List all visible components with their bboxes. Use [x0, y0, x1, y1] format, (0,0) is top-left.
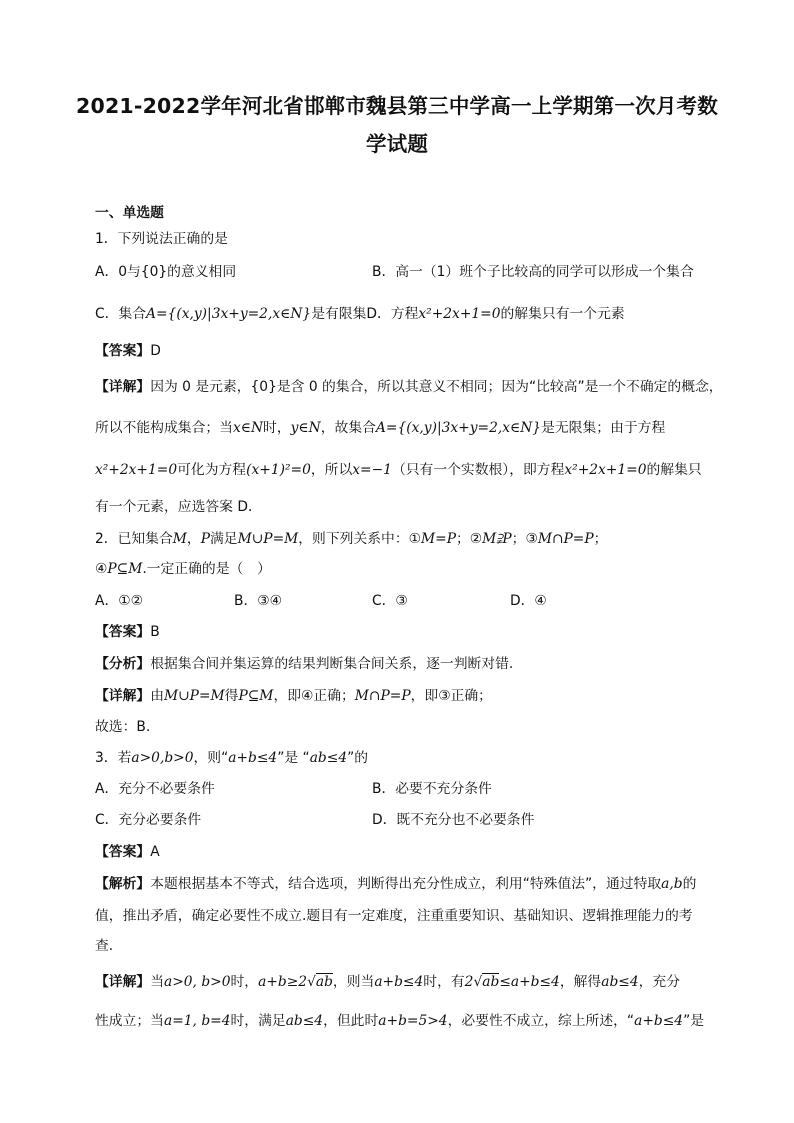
text: ，则下列关系中：①	[298, 531, 422, 547]
text: ，解得	[559, 974, 602, 990]
q1-options-cd	[95, 304, 625, 324]
title-line-2: 学试题	[365, 132, 429, 156]
q1-option-a: A．0与{0}的意义相同	[95, 264, 237, 280]
sqrt-ab: √ab	[307, 974, 333, 990]
text: 根据集合间并集运算的结果判断集合间关系，逐一判断对错.	[150, 656, 514, 672]
text: （只有一个实数根），即方程	[391, 462, 565, 478]
q2-option-d: D．④	[510, 593, 547, 609]
q3-option-c: C．充分必要条件	[95, 812, 202, 828]
text: 所以不能构成集合；当	[95, 420, 233, 436]
q2-answer	[95, 622, 160, 642]
text: 可化为方程	[177, 462, 247, 478]
text: ，但此时	[323, 1013, 379, 1029]
q3-option-a: A．充分不必要条件	[95, 781, 215, 797]
q3-analysis-line-1	[95, 874, 696, 894]
q1-detail-line-4: 有一个元素，应选答案 D．	[95, 499, 262, 515]
text: ，	[186, 531, 201, 547]
text: 是无限集；由于方程	[541, 420, 666, 436]
q1-stem: 1．下列说法正确的是	[95, 231, 228, 247]
math: a+b≤4	[228, 750, 278, 766]
math: a>0, b>0	[163, 974, 231, 990]
math: M∪P=M	[163, 688, 225, 704]
text: 由	[150, 688, 164, 704]
q1-detail-line-3	[95, 460, 702, 480]
q1-option-b: B．高一（1）班个子比较高的同学可以形成一个集合	[372, 264, 694, 280]
text: 本题根据基本不等式，结合选项，判断得出充分性成立，利用“特殊值法”，通过特取	[150, 876, 662, 892]
text: 的	[682, 876, 697, 892]
math: a+b≥2	[258, 974, 308, 990]
text: ，所以	[310, 462, 353, 478]
text: ，充分	[638, 974, 681, 990]
q3-analysis-line-2: 值，推出矛盾，确定必要性不成立.题目有一定难度，注重重要知识、基础知识、逻辑推理能力的考	[95, 908, 693, 924]
q3-option-b: B．必要不充分条件	[372, 781, 492, 797]
text: 3．若	[95, 750, 132, 766]
q1-detail-line-1	[95, 377, 723, 397]
q1-detail-line-2	[95, 418, 665, 438]
detail-tag: 【详解】	[95, 974, 151, 990]
text: ，故集合	[320, 420, 376, 436]
q1-option-c-set: A={(x,y)|3x+y=2,x∈N}	[146, 306, 312, 322]
answer-tag: 【答案】	[95, 624, 151, 640]
text: ”的	[347, 750, 369, 766]
q2-stem-line-2	[95, 559, 271, 579]
math: M∩P=P	[354, 688, 411, 704]
detail-tag: 【详解】	[95, 379, 151, 395]
text: 满足	[210, 531, 238, 547]
q1-option-c-text: 是有限集	[311, 306, 367, 322]
q3-option-d: D．既不充分也不必要条件	[372, 812, 535, 828]
q2-conclusion: 故选：B.	[95, 719, 151, 735]
q3-answer-value: A	[150, 844, 160, 860]
detail-tag: 【详解】	[95, 688, 151, 704]
text: .一定正确的是（ ）	[142, 561, 271, 577]
text: ；②	[456, 531, 483, 547]
text: 的解集只	[646, 462, 702, 478]
text: ；③	[511, 531, 538, 547]
q2-analysis	[95, 654, 513, 674]
answer-tag: 【答案】	[95, 343, 151, 359]
math: x=−1	[352, 462, 392, 478]
math: a+b=5>4	[378, 1013, 448, 1029]
q1-answer	[95, 341, 161, 361]
sqrt-ab: √ab	[473, 974, 500, 990]
math: ≤a+b≤4	[499, 974, 560, 990]
q3-stem	[95, 748, 368, 768]
analysis-tag: 【解析】	[95, 876, 151, 892]
q3-analysis-line-3: 查.	[95, 938, 114, 954]
q1-option-c-label: C．集合	[95, 306, 147, 322]
text: 时，	[263, 420, 291, 436]
text: 当	[150, 974, 164, 990]
section-heading: 一、单选题	[95, 205, 164, 221]
math: y∈N	[290, 420, 321, 436]
q3-answer	[95, 842, 160, 862]
math: P	[200, 531, 210, 547]
text: ④	[95, 561, 108, 577]
text: ”是 “	[277, 750, 310, 766]
text: 时，	[230, 974, 259, 990]
text: ，即③正确；	[410, 688, 492, 704]
q1-option-d-equation: x²+2x+1=0	[418, 306, 501, 322]
math: 2	[464, 974, 474, 990]
text: ；	[593, 531, 608, 547]
q2-answer-value: B	[150, 624, 160, 640]
title-line-1: 2021-2022学年河北省邯郸市魏县第三中学高一上学期第一次月考数	[76, 94, 718, 118]
math: M⫌P	[482, 531, 512, 547]
math: M=P	[421, 531, 456, 547]
text: 得	[224, 688, 239, 704]
math: M∩P=P	[537, 531, 594, 547]
text: ，则“	[193, 750, 229, 766]
math: a+b≤4	[634, 1013, 684, 1029]
q1-option-d-label: D．方程	[366, 306, 419, 322]
q2-option-b: B．③④	[234, 593, 282, 609]
math: P⊆M	[107, 561, 143, 577]
q1-option-d-text: 的解集只有一个元素	[500, 306, 625, 322]
q2-detail	[95, 686, 492, 706]
math: a>0,b>0	[131, 750, 194, 766]
math: a=1, b=4	[163, 1013, 231, 1029]
q2-option-c: C．③	[372, 593, 408, 609]
text: 性成立；当	[95, 1013, 164, 1029]
text: ，即④正确；	[273, 688, 355, 704]
text: ，必要性不成立，综上所述，“	[447, 1013, 635, 1029]
text: 时，满足	[230, 1013, 286, 1029]
q3-detail-line-1	[95, 972, 680, 992]
math: M∪P=M	[237, 531, 299, 547]
math: ab≤4	[309, 750, 348, 766]
math: a+b≤4	[374, 974, 424, 990]
q3-detail-line-2	[95, 1011, 704, 1031]
analysis-tag: 【分析】	[95, 656, 151, 672]
math: x∈N	[232, 420, 264, 436]
math: ab≤4	[285, 1013, 324, 1029]
text: 时，有	[423, 974, 465, 990]
math: x²+2x+1=0	[95, 462, 178, 478]
text: ”是	[683, 1013, 705, 1029]
q1-detail-text-1: 因为 0 是元素，{0}是含 0 的集合，所以其意义不相同；因为“比较高”是一个不确定的概念，	[150, 379, 723, 395]
math: x²+2x+1=0	[564, 462, 647, 478]
math: ab≤4	[601, 974, 639, 990]
q2-stem-line-1	[95, 529, 607, 549]
math: ab	[482, 974, 500, 990]
text: 2．已知集合	[95, 531, 173, 547]
math: (x+1)²=0	[246, 462, 311, 478]
math: a,b	[661, 876, 683, 892]
text: ，则当	[332, 974, 375, 990]
q2-option-a: A．①②	[95, 593, 143, 609]
answer-tag: 【答案】	[95, 844, 151, 860]
math: P⊆M	[238, 688, 274, 704]
math: M	[172, 531, 187, 547]
math: A={(x,y)|3x+y=2,x∈N}	[375, 420, 542, 436]
q1-answer-value: D	[150, 343, 161, 359]
math: ab	[315, 974, 333, 990]
